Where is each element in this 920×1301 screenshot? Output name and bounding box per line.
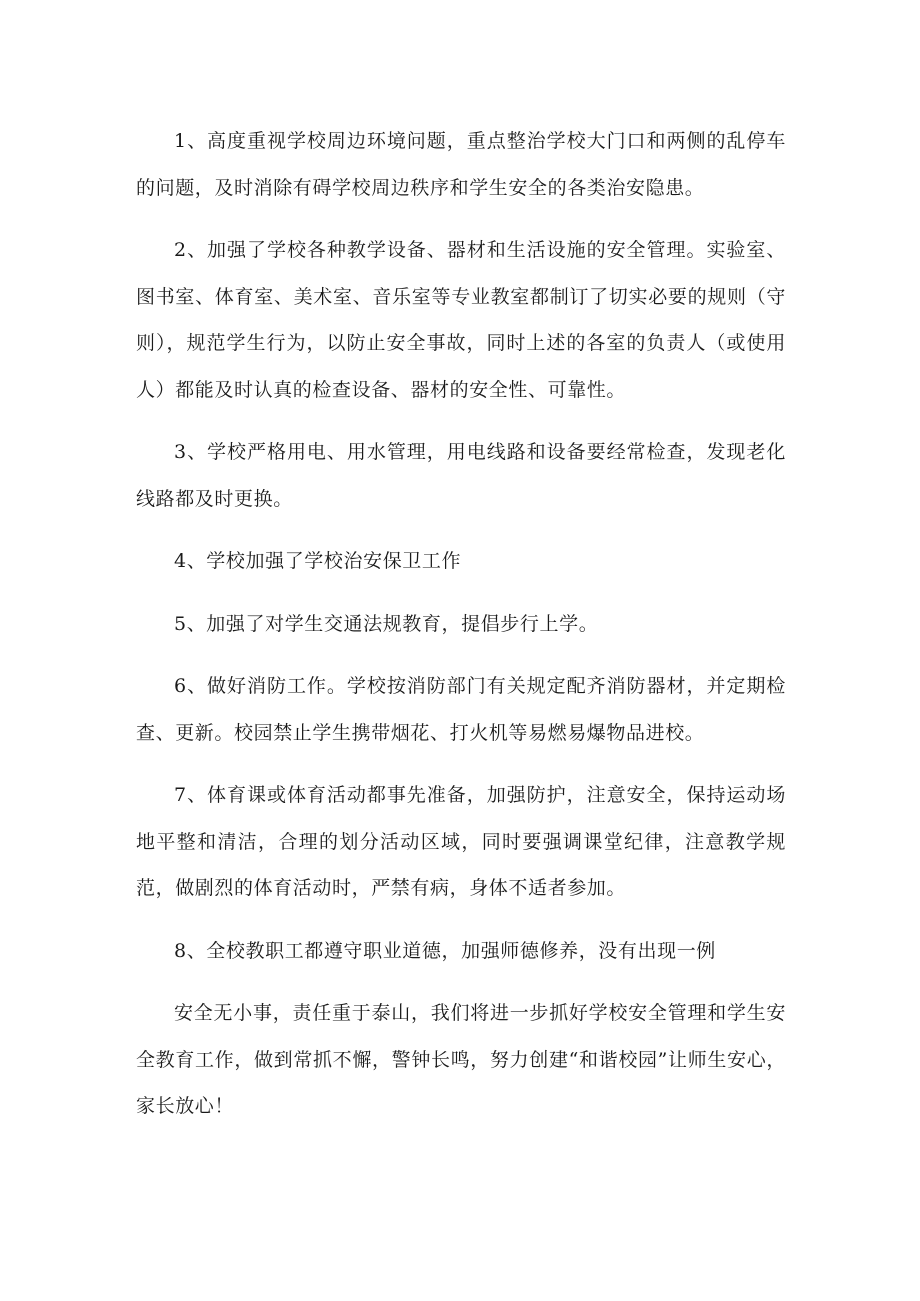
paragraph-conclusion: 安全无小事，责任重于泰山，我们将进一步抓好学校安全管理和学生安全教育工作，做到常抓不懈，警钟长鸣，努力创建“和谐校园”让师生安心，家长放心！ [136, 1002, 786, 1117]
paragraph-8: 8、全校教职工都遵守职业道德，加强师德修养，没有出现一例 [174, 939, 716, 962]
paragraph-gap [136, 585, 786, 601]
paragraph-4: 4、学校加强了学校治安保卫工作 [174, 550, 462, 572]
paragraph-gap [136, 647, 786, 663]
paragraph-6: 6、做好消防工作。学校按消防部门有关规定配齐消防器材，并定期检查、更新。校园禁止学生携带烟花、打火机等易燃易爆物品进校。 [136, 675, 786, 744]
paragraph-gap [136, 522, 786, 538]
paragraph-2: 2、加强了学校各种教学设备、器材和生活设施的安全管理。实验室、图书室、体育室、美术室、音乐室等专业教室都制订了切实必要的规则（守则），规范学生行为，以防止安全事故，同时上述的各室的负责人（或使用人）都能及时认真的检查设备、器材的安全性、可靠性。 [136, 239, 786, 401]
paragraph-gap [136, 912, 786, 928]
paragraph-1: 1、高度重视学校周边环境问题，重点整治学校大门口和两侧的乱停车的问题，及时消除有碍学校周边秩序和学生安全的各类治安隐患。 [136, 130, 786, 199]
paragraph-gap [136, 974, 786, 990]
paragraph-5: 5、加强了对学生交通法规教育，提倡步行上学。 [174, 612, 599, 635]
paragraph-7: 7、体育课或体育活动都事先准备，加强防护，注意安全，保持运动场地平整和清洁，合理的划分活动区域，同时要强调课堂纪律，注意教学规范，做剧烈的体育活动时，严禁有病，身体不适者参加。 [136, 784, 786, 899]
paragraph-gap [136, 211, 786, 227]
document-body [136, 118, 786, 1130]
paragraph-gap [136, 756, 786, 772]
paragraph-gap [136, 413, 786, 429]
paragraph-3: 3、学校严格用电、用水管理，用电线路和设备要经常检查，发现老化线路都及时更换。 [136, 441, 786, 510]
